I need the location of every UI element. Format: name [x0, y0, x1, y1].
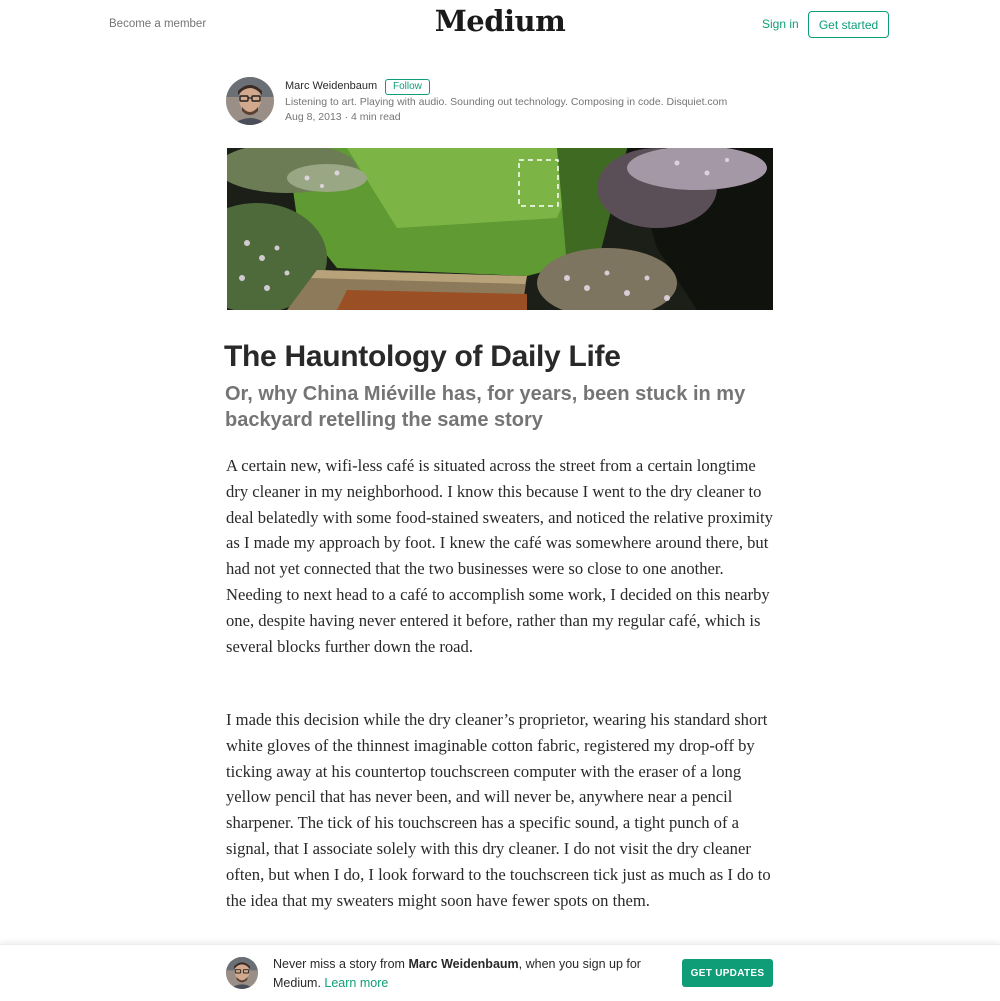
signup-message — [273, 955, 663, 993]
read-time: 4 min read — [350, 111, 401, 123]
backyard-photo — [227, 148, 773, 310]
hero-image — [227, 148, 773, 310]
learn-more-link[interactable]: Learn more — [324, 976, 389, 990]
sign-in-link[interactable]: Sign in — [762, 17, 799, 31]
article-subtitle: Or, why China Miéville has, for years, been stuck in my backyard retelling the same story — [225, 383, 746, 431]
post-date[interactable]: Aug 8, 2013 — [285, 111, 342, 123]
avatar-image — [226, 77, 274, 125]
avatar-image — [226, 957, 258, 989]
signup-banner — [0, 944, 1000, 1001]
post-meta — [285, 111, 401, 123]
top-navigation — [0, 0, 1000, 50]
become-member-link[interactable]: Become a member — [109, 18, 207, 30]
medium-logo[interactable]: Medium — [434, 4, 566, 38]
get-started-button[interactable]: Get started — [808, 11, 889, 38]
author-bio: Listening to art. Playing with audio. Sounding out technology. Composing in code. Disquiet.com — [285, 96, 728, 108]
article-paragraph: I made this decision while the dry cleaner’s proprietor, wearing his standard short white gloves of the thinnest imaginable cotton fabric, registered my drop-off by ticking away at his countertop touchscreen computer with the eraser of a long yellow pencil that has never been, and will never be, anywhere near a pencil sharpener. The tick of his touchscreen has a specific sound, a tight punch of a signal, that I associate solely with this dry cleaner. I do not visit the dry cleaner often, but when I do, I look forward to the touchscreen tick just as much as I do to the idea that my sweaters might soon have fewer spots on them. — [226, 710, 771, 910]
footer-author-avatar — [226, 957, 258, 989]
get-updates-button[interactable]: GET UPDATES — [682, 959, 773, 987]
signup-prefix: Never miss a story from — [273, 957, 409, 971]
author-block — [226, 77, 786, 127]
meta-separator: · — [344, 111, 349, 123]
author-avatar[interactable] — [226, 77, 274, 125]
article-title: The Hauntology of Daily Life — [224, 340, 621, 373]
article-paragraph: A certain new, wifi-less café is situated across the street from a certain longtime dry cleaner in my neighborhood. I know this because I went to the dry cleaner to deal belatedly with some food-stained sweaters, and noticed the relative proximity as I made my approach by foot. I knew the café was somewhere around there, but had not yet connected that the two businesses were so close to one another. Needing to next head to a café to accomplish some work, I decided on this nearby one, despite having never entered it before, rather than my regular café, which is several blocks further down the road. — [226, 456, 773, 656]
signup-author: Marc Weidenbaum — [408, 957, 519, 971]
signup-suffix: , when you sign up for Medium. — [273, 957, 641, 990]
author-name[interactable]: Marc Weidenbaum — [285, 80, 378, 92]
follow-button[interactable]: Follow — [385, 79, 430, 95]
